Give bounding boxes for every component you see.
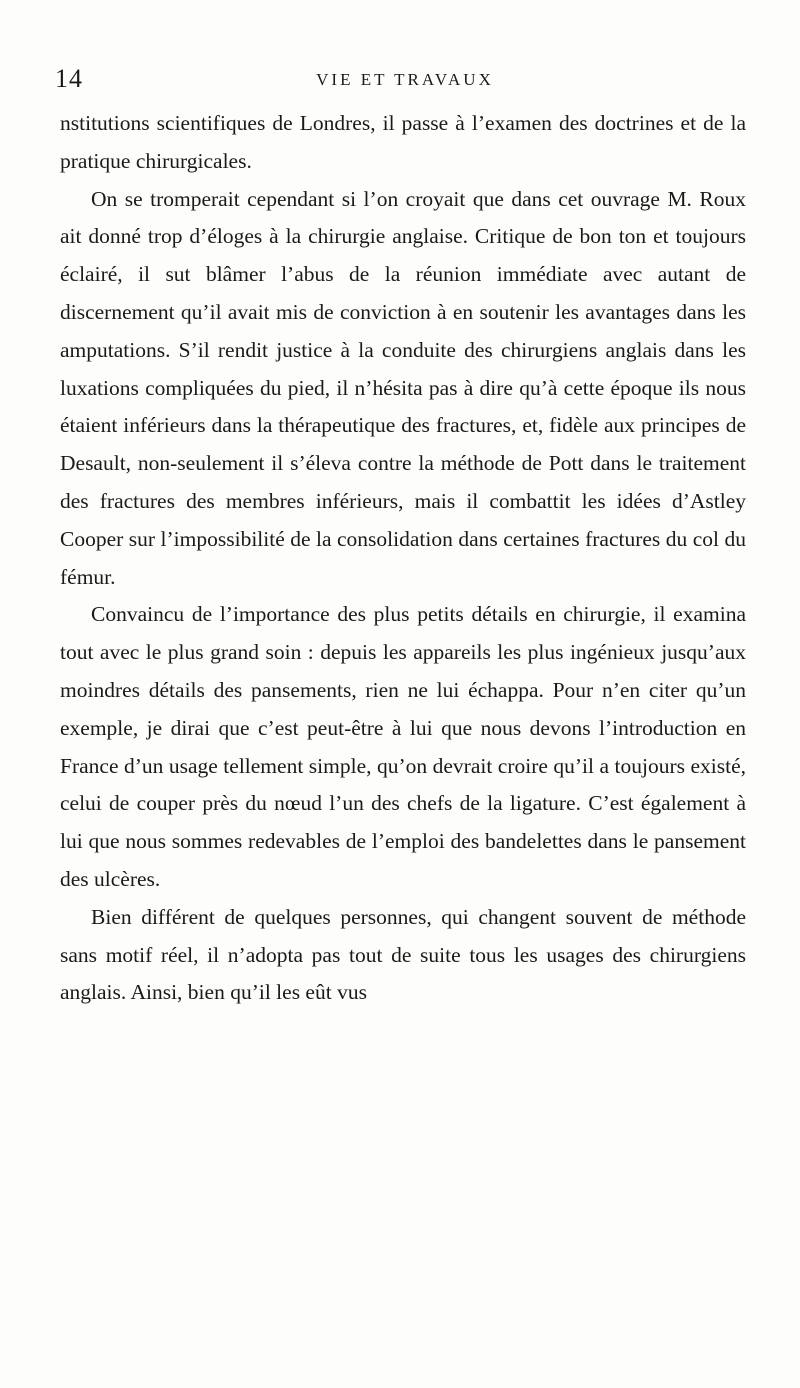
- paragraph: Convaincu de l’importance des plus petits détails en chirurgie, il examina tout avec le plus grand soin : depuis les appareils les plus ingénieux jusqu’aux moindres détails des pansements, rien ne lui échappa. Pour n’en citer qu’un exemple, je dirai que c’est peut-être à lui que nous devons l’introduction en France d’un usage tellement simple, qu’on devrait croire qu’il a toujours existé, celui de couper près du nœud l’un des chefs de la ligature. C’est également à lui que nous sommes redevables de l’emploi des bandelettes dans le pansement des ulcères.: [60, 602, 746, 891]
- body-text: [60, 105, 746, 1012]
- paragraph: On se tromperait cependant si l’on croyait que dans cet ouvrage M. Roux ait donné trop d’éloges à la chirurgie anglaise. Critique de bon ton et toujours éclairé, il sut blâmer l’abus de la réunion immédiate avec autant de discernement qu’il avait mis de conviction à en soutenir les avantages dans les amputations. S’il rendit justice à la conduite des chirurgiens anglais dans les luxations compliquées du pied, il n’hésita pas à dire qu’à cette époque ils nous étaient inférieurs dans la thérapeutique des fractures, et, fidèle aux principes de Desault, non-seulement il s’éleva contre la méthode de Pott dans le traitement des fractures des membres inférieurs, mais il combattit les idées d’Astley Cooper sur l’impossibilité de la consolidation dans certaines fractures du col du fémur.: [60, 186, 746, 589]
- paragraph-continuation: nstitutions scientifiques de Londres, il passe à l’examen des doctrines et de la pratique chirurgicales.: [60, 111, 746, 173]
- page-header: [55, 64, 755, 98]
- page-number: 14: [55, 64, 83, 93]
- paragraph: Bien différent de quelques personnes, qui changent souvent de méthode sans motif réel, il n’adopta pas tout de suite tous les usages des chirurgiens anglais. Ainsi, bien qu’il les eût vus: [60, 904, 746, 1005]
- running-head: VIE ET TRAVAUX: [316, 70, 494, 89]
